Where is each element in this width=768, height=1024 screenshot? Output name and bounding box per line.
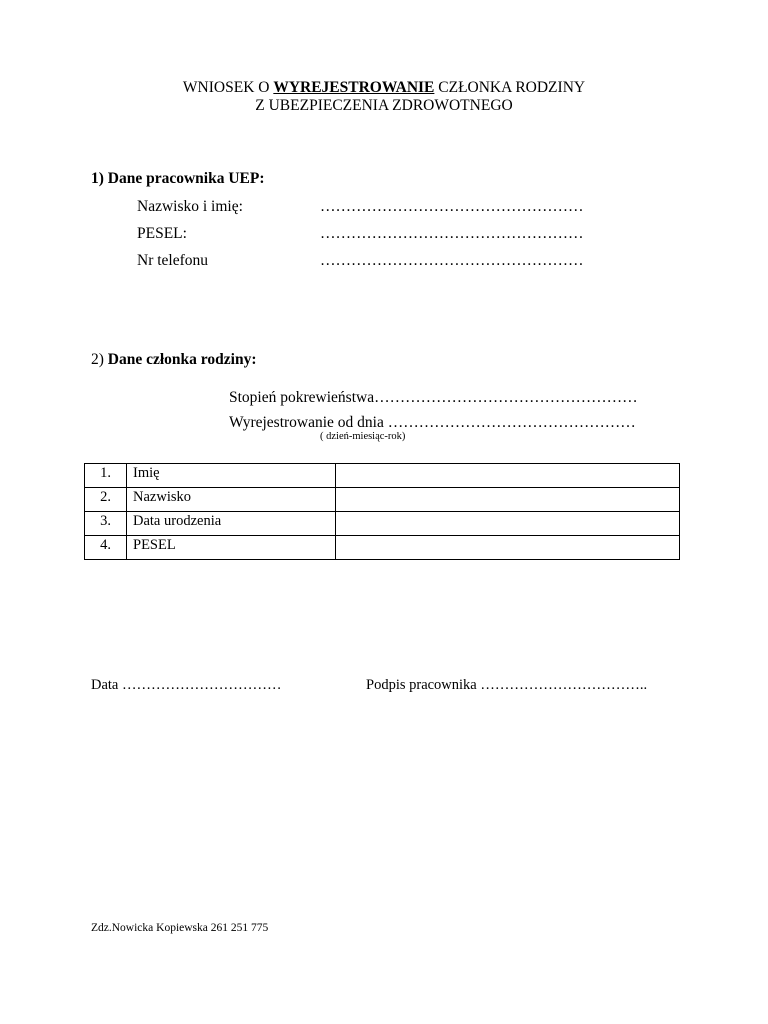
form-title-line-2: Z UBEZPIECZENIA ZDROWOTNEGO xyxy=(255,97,513,114)
title-prefix: WNIOSEK O xyxy=(182,79,274,96)
row-label: Nazwisko xyxy=(127,488,336,512)
row-number: 3. xyxy=(85,512,127,536)
kinship-row xyxy=(229,389,638,407)
employee-pesel-field[interactable]: …………………………………………… xyxy=(320,225,584,242)
signature-label: Podpis pracownika xyxy=(366,677,481,693)
title-suffix: CZŁONKA RODZINY xyxy=(434,79,586,96)
row-number: 1. xyxy=(85,464,127,488)
surname-cell[interactable] xyxy=(336,488,680,512)
section1-heading: 1) Dane pracownika UEP: xyxy=(91,170,265,187)
employee-name-label: Nazwisko i imię: xyxy=(137,198,243,215)
table-row xyxy=(85,512,680,536)
employee-phone-label: Nr telefonu xyxy=(137,252,209,269)
date-field[interactable]: …………………………… xyxy=(122,677,282,693)
first-name-cell[interactable] xyxy=(336,464,680,488)
section2-heading-text: Dane członka rodziny: xyxy=(107,351,257,368)
row-label: PESEL xyxy=(127,536,336,560)
signature-row xyxy=(366,677,647,694)
family-member-table xyxy=(84,463,680,560)
deregistration-label: Wyrejestrowanie od dnia xyxy=(229,414,388,431)
pesel-cell[interactable] xyxy=(336,536,680,560)
deregistration-row xyxy=(229,414,636,432)
kinship-field[interactable]: …………………………………………… xyxy=(374,389,638,406)
employee-name-field[interactable]: …………………………………………… xyxy=(320,198,584,215)
footer-contact: Zdz.Nowicka Kopiewska 261 251 775 xyxy=(91,922,269,934)
section2-heading-number: 2) xyxy=(91,351,108,368)
row-label: Data urodzenia xyxy=(127,512,336,536)
table-row xyxy=(85,536,680,560)
row-number: 2. xyxy=(85,488,127,512)
kinship-label: Stopień pokrewieństwa xyxy=(229,389,375,406)
row-label: Imię xyxy=(127,464,336,488)
date-row xyxy=(91,677,282,694)
title-emphasis: WYREJESTROWANIE xyxy=(273,79,435,96)
birth-date-cell[interactable] xyxy=(336,512,680,536)
form-title-line-1 xyxy=(0,79,768,97)
signature-field[interactable]: …………………………….. xyxy=(480,677,648,693)
table-row xyxy=(85,464,680,488)
table-row xyxy=(85,488,680,512)
row-number: 4. xyxy=(85,536,127,560)
employee-phone-field[interactable]: …………………………………………… xyxy=(320,252,584,269)
date-label: Data xyxy=(91,677,122,693)
section2-heading xyxy=(91,351,257,369)
employee-pesel-label: PESEL: xyxy=(137,225,187,242)
deregistration-date-field[interactable]: ………………………………………… xyxy=(387,414,636,431)
date-format-hint: ( dzień-miesiąc-rok) xyxy=(320,431,406,442)
